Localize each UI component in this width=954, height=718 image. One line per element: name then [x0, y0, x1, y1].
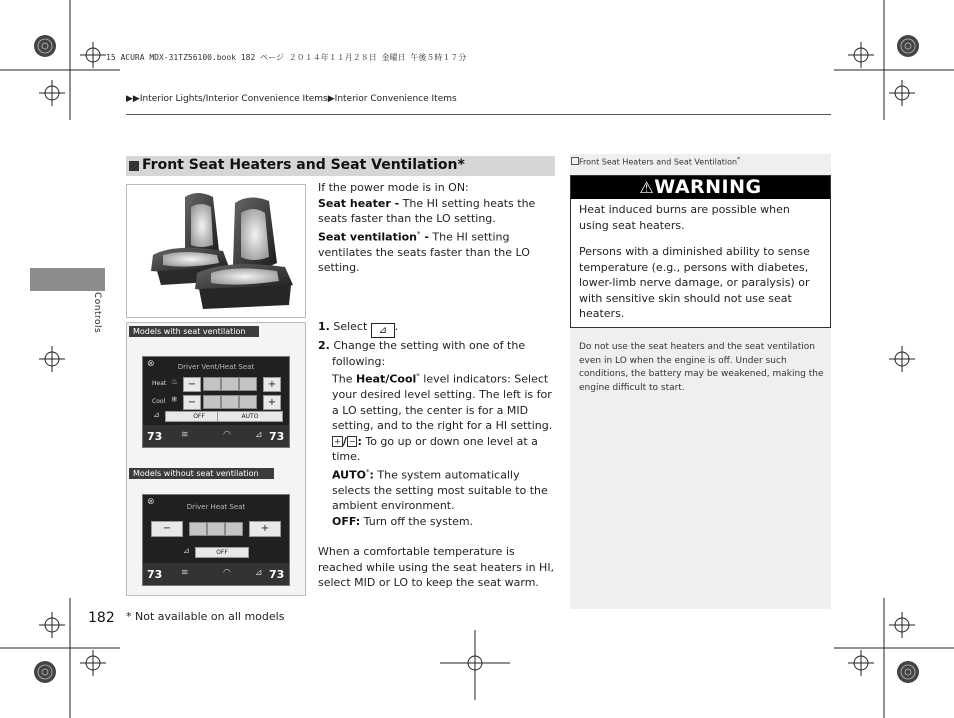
heater-description	[318, 196, 554, 227]
minus-key-icon: −	[348, 436, 356, 446]
heater-text: The HI setting heats the seats faster than the LO setting.	[318, 196, 536, 225]
screen-label-with-vent: Models with seat ventilation	[129, 326, 259, 337]
auto-term: AUTO	[332, 468, 366, 482]
seat-shortcut-icon[interactable]: ⊿	[255, 430, 263, 440]
off-button[interactable]: OFF	[195, 547, 249, 558]
auto-item	[318, 465, 556, 514]
warning-title: WARNING	[654, 176, 762, 198]
heat-level-lo[interactable]	[189, 522, 207, 536]
reference-title: Front Seat Heaters and Seat Ventilation	[579, 157, 738, 167]
cool-minus-button[interactable]: −	[183, 395, 201, 410]
breadcrumb	[126, 94, 457, 104]
closing-paragraph: When a comfortable temperature is reached while using the seat heaters in HI, select MID or LO to keep the seat warm.	[318, 545, 555, 590]
vent-term: Seat ventilation	[318, 230, 417, 244]
cool-label: Cool	[152, 398, 166, 405]
plus-key-icon: +	[334, 436, 341, 446]
fan-icon[interactable]: ≋	[181, 430, 189, 440]
climate-bar	[143, 425, 289, 447]
seat-small-icon: ⊿	[183, 546, 190, 555]
temp-left: 73	[147, 430, 163, 443]
page-number: 182	[88, 610, 115, 626]
intro-line: If the power mode is in ON:	[318, 181, 469, 194]
auto-text: The system automatically selects the setting most suitable to the ambient environment.	[332, 468, 548, 513]
section-asterisk: *	[457, 157, 465, 173]
print-header: 15 ACURA MDX-31TZ56100.book 182 ページ ２０１４年１１月２８日 金曜日 午後５時１７分	[106, 53, 467, 62]
cool-level-hi[interactable]	[239, 395, 257, 409]
temp-left: 73	[147, 568, 163, 581]
indicator-text: level indicators: Select your desired level setting. The left is for a LO setting, the center is for a MID setting, and to the right for a HI setting.	[332, 372, 553, 433]
seat-cool-icon: ❄	[171, 395, 178, 404]
step-2	[318, 338, 556, 369]
heat-level-mid[interactable]	[221, 377, 239, 391]
section-heading	[126, 156, 555, 176]
chapter-tab-label: Controls	[92, 292, 102, 334]
plusminus-colon: :	[357, 434, 362, 448]
cool-level-lo[interactable]	[203, 395, 221, 409]
indicator-pre: The	[332, 372, 356, 386]
step-2-number: 2.	[318, 339, 330, 352]
breadcrumb-marker: ▶▶	[126, 94, 140, 104]
climate-bar	[143, 563, 289, 585]
heat-minus-button[interactable]: −	[183, 377, 201, 392]
footnote: * Not available on all models	[126, 610, 285, 623]
defrost-icon[interactable]: ◠	[223, 430, 231, 440]
warning-paragraph-1: Heat induced burns are possible when using seat heaters.	[579, 203, 790, 232]
warning-paragraph-2: Persons with a diminished ability to sense temperature (e.g., persons with diabetes, lower-limb nerve damage, or paralysis) or with sensitive skin should not use seat heaters.	[579, 245, 810, 320]
vent-star: *	[417, 229, 421, 238]
heat-level-mid[interactable]	[207, 522, 225, 536]
plusminus-slash: /	[342, 434, 347, 448]
indicator-star: *	[416, 372, 420, 380]
step-1: 1. Select ⊿ .	[318, 320, 399, 336]
step-2-text: Change the setting with one of the following:	[332, 339, 526, 368]
vent-dash: -	[420, 230, 429, 244]
warning-header	[571, 176, 830, 199]
cool-level-mid[interactable]	[221, 395, 239, 409]
temp-right: 73	[269, 430, 285, 443]
plusminus-text: To go up or down one level at a time.	[332, 434, 538, 464]
screen-without-vent	[142, 494, 290, 586]
off-button[interactable]: OFF	[165, 411, 233, 422]
screen-label-without-vent: Models without seat ventilation	[129, 468, 274, 479]
step-1-number: 1.	[318, 320, 330, 333]
off-text: Turn off the system.	[360, 514, 474, 528]
vent-description	[318, 227, 554, 276]
plusminus-item	[318, 434, 556, 465]
off-term: OFF:	[332, 514, 361, 528]
vent-text: The HI setting ventilates the seats faster than the LO setting.	[318, 230, 530, 275]
seat-small-icon: ⊿	[153, 410, 160, 419]
heat-plus-button[interactable]: +	[249, 521, 281, 537]
breadcrumb-link-lights[interactable]: Interior Lights/Interior Convenience Items	[139, 94, 328, 104]
indicator-item	[318, 369, 556, 434]
seats-icon	[127, 185, 305, 317]
section-square-icon	[129, 161, 139, 171]
auto-star: *	[365, 467, 370, 476]
steps	[318, 319, 556, 591]
screen-title-with-vent: Driver Vent/Heat Seat	[177, 363, 255, 371]
breadcrumb-link-convenience[interactable]: Interior Convenience Items	[334, 94, 457, 104]
seat-shortcut-icon[interactable]: ⊿	[255, 568, 263, 578]
heat-plus-button[interactable]: +	[263, 377, 281, 392]
temp-right: 73	[269, 568, 285, 581]
cool-plus-button[interactable]: +	[263, 395, 281, 410]
back-icon[interactable]: ⊗	[147, 497, 155, 507]
back-icon[interactable]: ⊗	[147, 359, 155, 369]
seat-illustration	[126, 184, 306, 318]
fan-icon[interactable]: ≋	[181, 568, 189, 578]
screen-with-vent	[142, 356, 290, 448]
sidebar-reference	[571, 156, 740, 167]
warning-triangle-icon: ⚠	[639, 178, 655, 197]
indicator-term: Heat/Cool	[355, 372, 417, 386]
heater-term: Seat heater -	[318, 196, 400, 210]
seat-button-icon[interactable]: ⊿	[371, 323, 395, 338]
defrost-icon[interactable]: ◠	[223, 568, 231, 578]
battery-note: Do not use the seat heaters and the seat ventilation even in LO when the engine is off. Under such conditions, the battery may be weakened, making the engine difficult to start.	[579, 342, 824, 393]
heat-level-hi[interactable]	[225, 522, 243, 536]
auto-colon: :	[369, 468, 374, 482]
heat-minus-button[interactable]: −	[151, 521, 183, 537]
heat-level-hi[interactable]	[239, 377, 257, 391]
reference-star: *	[737, 156, 741, 163]
breadcrumb-separator: ▶	[327, 94, 335, 104]
step-1-text: Select	[333, 320, 368, 333]
chapter-tab[interactable]	[30, 268, 105, 291]
reference-icon	[571, 157, 579, 165]
heat-level-lo[interactable]	[203, 377, 221, 391]
screen-title-without-vent: Driver Heat Seat	[186, 503, 246, 511]
off-item	[318, 514, 556, 530]
auto-button[interactable]: AUTO	[217, 411, 283, 422]
intro-text	[318, 180, 554, 276]
seat-heat-icon: ♨	[171, 377, 179, 386]
section-title: Front Seat Heaters and Seat Ventilation	[142, 157, 458, 173]
heat-label: Heat	[152, 380, 167, 387]
header-rule	[126, 114, 831, 115]
